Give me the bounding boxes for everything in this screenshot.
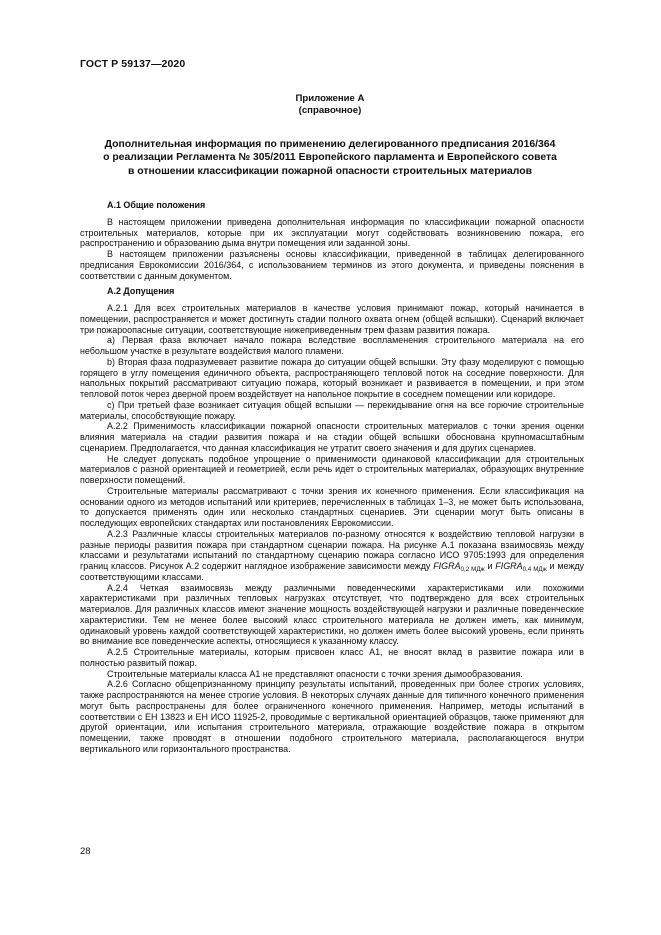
paragraph: Строительные материалы класса А1 не представляют опасности с точки зрения дымообразования. [107,668,523,679]
appendix-type: (справочное) [298,105,362,116]
paragraph: В настоящем приложении приведена дополнительная информация по классификации пожарной опасности строительных материалов, которые при их эксплуатации могут содействовать возникновению пожара, его распространению и образованию дыма внутри помещения или заданной зоны. [80,216,584,249]
list-item: b) Вторая фаза подразумевает развитие пожара до ситуации общей вспышки. Эту фазу моделируют с помощью горящего в углу помещения единичного объекта, распространяющего тепловой поток на соседние поверхности. Для напольных покрытий рассматривают ситуацию пожара, который возникает и развивается в помещении, и при этом тепловой поток через дверной проем воздействует на напольное покрытие в соседнем помещении или коридоре. [80,356,584,399]
list-item: c) При третьей фазе возникает ситуация общей вспышки — перекидывание огня на все горючие строительные материалы, способствующие пожару. [80,399,584,421]
paragraph: Не следует допускать подобное упрощение о применимости одинаковой классификации для строительных материалов с разной ориентацией и геометрией, если речь идет о строительных материалах, образующих внутренние поверхности помещений. [80,453,584,485]
figra-term: FIGRA [495,561,523,571]
paragraph: В настоящем приложении разъяснены основы классификации, приведенной в таблицах делегированного предписания Еврокомиссии 2016/364, с использованием терминов из этого документа, и приведены пояснения в соответствии с данным документом. [80,249,584,281]
document-header: ГОСТ Р 59137—2020 [80,58,186,70]
paragraph-text: А.2.3 Различные классы строительных материалов по-разному относятся к воздействию тепловой нагрузки в разные периоды развития пожара при стандартном сценарии пожара. На рисунке А.1 показана взаимосвязь между классами и результатами испытаний по стандартному сценарию пожара согласно ИСО 9705:1993 для определения границ классов. Рисунок А.2 содержит наглядное изображение зависимости между [80,528,584,571]
paragraph-text: и между соответствующими классами. [80,561,585,582]
figra-term: FIGRA [433,561,461,571]
document-body [80,200,584,755]
appendix-title [80,138,580,178]
paragraph: А.2.2 Применимость классификации пожарной опасности строительных материалов с точки зрения оценки влияния материала на стадии развития пожара и на стадии общей вспышки обоснована крупномасштабным сценарием. Предполагается, что данная классификация не утратит своего значения и для других сценариев. [80,421,584,453]
figra-subscript: 0,2 МДж [460,566,485,573]
section-heading-a1: А.1 Общие положения [107,200,206,210]
paragraph: А.2.5 Строительные материалы, которым присвоен класс А1, не вносят вклад в развитие пожара или в полностью развитый пожар. [80,647,584,668]
page-number: 28 [80,846,91,857]
conjunction: и [484,561,496,571]
paragraph: А.2.1 Для всех строительных материалов в качестве условия принимают пожар, который начинается в помещении, распространяется и может достигнуть стадии полного охвата огнем (общей вспышки). Сценарий включает три пожароопасные ситуации, соответствующие нижеприведенным трем фазам развития пожара. [80,303,584,335]
paragraph: А.2.6 Согласно общепризнанному принципу результаты испытаний, проведенных при более строгих условиях, также распространяются на менее строгие условия. В некоторых случаях данные для типичного конечного применения могут быть распространены для более ограниченного конечного применения. Например, методы испытаний в соответствии с ЕН 13823 и ЕН ИСО 11925-2, проводимые с вертикальной ориентацией образцов, также применяют для другой ориентации, или испытания строительного материала, отражающие воздействие пожара в открытом помещении, также проводят в отношении подобного строительного материала, располагающегося внутри вертикального или горизонтального пространства. [80,679,584,754]
appendix-title-line: в отношении классификации пожарной опасности строительных материалов [128,165,532,177]
section-heading-a2: А.2 Допущения [107,286,175,297]
appendix-title-line: Дополнительная информация по применению делегированного предписания 2016/364 [104,139,556,150]
paragraph: Строительные материалы рассматривают с точки зрения их конечного применения. Если классификация на основании одного из методов испытаний или критериев, перечисленных в таблицах 1–3, не может быть использована, то допускается применять один или несколько стандартных сценариев. Эти сценарии могут быть описаны в последующих европейских стандартах или постановлениях Еврокомиссии. [80,485,584,528]
paragraph: А.2.4 Четкая взаимосвязь между различными поведенческими характеристиками или похожими характеристиками при различных тепловых нагрузках отсутствует, что подтверждено для всех строительных материалов. Для различных классов имеют значение мощность воздействующей нагрузки и различные поведенческие характеристики. Тем не менее более высокий класс строительного материала не должен иметь, как минимум, одинаковый уровень каждой соответствующей характеристики, но должен иметь более высокий уровень, если принять во внимание все поведенческие аспекты, относящиеся к указанному классу. [80,582,584,647]
appendix-title-line: о реализации Регламента № 305/2011 Европейского парламента и Европейского совета [103,152,557,164]
appendix-name: Приложение А [295,93,365,104]
figra-subscript: 0,4 МДж [522,566,547,573]
list-item: a) Первая фаза включает начало пожара вследствие воспламенения строительного материала на его небольшом участке в результате воздействия малого пламени. [80,335,584,356]
paragraph-a23 [80,529,584,583]
appendix-heading [80,93,580,117]
